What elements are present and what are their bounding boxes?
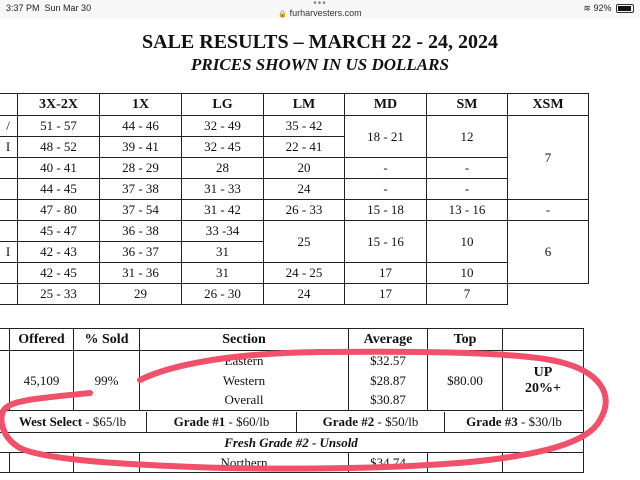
table-cell: 25 - 33: [18, 284, 100, 305]
table-cell: 7: [508, 116, 589, 200]
lock-icon: 🔒: [278, 11, 288, 18]
url-text: furharvesters.com: [289, 8, 362, 18]
table-row: [0, 453, 584, 473]
page-title: SALE RESULTS – MARCH 22 - 24, 2024: [142, 31, 498, 53]
average-value: $34.74: [349, 453, 428, 473]
table-cell: 24: [264, 284, 345, 305]
table-header-row: [0, 329, 584, 351]
table-cell: 7: [427, 284, 508, 305]
table-cell: 44 - 45: [18, 179, 100, 200]
table-row: [0, 412, 583, 432]
table-cell: [0, 351, 10, 411]
table-cell: 42 - 45: [18, 263, 100, 284]
header-cell: LG: [182, 94, 264, 116]
grades-price-table: [0, 93, 589, 305]
header-cell: % Sold: [74, 329, 140, 351]
table-cell: 31: [182, 263, 264, 284]
table-cell: 40 - 41: [18, 158, 100, 179]
table-cell: 24 - 25: [264, 263, 345, 284]
table-row: [0, 263, 589, 284]
change-badge: [503, 351, 584, 411]
row-label: [0, 263, 18, 284]
table-cell: 36 - 37: [100, 242, 182, 263]
section-name: Eastern: [140, 351, 349, 371]
table-row: [0, 284, 589, 305]
header-cell: Top: [428, 329, 503, 351]
change-line: 20%+: [525, 380, 561, 396]
table-row: [0, 221, 589, 242]
table-cell: 31: [182, 242, 264, 263]
table-cell: 39 - 41: [100, 137, 182, 158]
table-cell: [428, 453, 503, 473]
average-value: $32.57: [349, 351, 428, 371]
table-row: [0, 411, 584, 433]
header-cell: [503, 329, 584, 351]
row-label: I: [0, 242, 18, 263]
table-cell: 31 - 36: [100, 263, 182, 284]
section-name: Overall: [140, 391, 349, 411]
table-cell: 20: [264, 158, 345, 179]
header-cell: Section: [140, 329, 349, 351]
row-label: [0, 200, 18, 221]
wifi-icon: ≋: [583, 3, 591, 13]
row-label: [0, 221, 18, 242]
table-cell: 18 - 21: [345, 116, 427, 158]
header-cell: 3X-2X: [18, 94, 100, 116]
header-cell: [0, 329, 10, 351]
average-value: $28.87: [349, 371, 428, 391]
change-line: UP: [533, 364, 553, 380]
table-cell: 28 - 29: [100, 158, 182, 179]
table-cell: 25: [264, 221, 345, 263]
table-row: [0, 351, 584, 371]
grade-cell: Grade #1 - $60/lb: [147, 412, 297, 432]
header-cell: 1X: [100, 94, 182, 116]
table-row: [0, 179, 589, 200]
table-cell: 28: [182, 158, 264, 179]
table-cell: 22 - 41: [264, 137, 345, 158]
table-cell: 15 - 18: [345, 200, 427, 221]
offered-value: 45,109: [10, 351, 74, 411]
table-cell: 10: [427, 263, 508, 284]
table-row: [0, 116, 589, 137]
header-cell: LM: [264, 94, 345, 116]
header-cell: XSM: [508, 94, 589, 116]
battery-icon: [616, 4, 634, 13]
table-cell: 15 - 16: [345, 221, 427, 263]
table-cell: 12: [427, 116, 508, 158]
table-cell: 29: [100, 284, 182, 305]
table-cell: 48 - 52: [18, 137, 100, 158]
grade-cell: West Select - $65/lb: [0, 412, 147, 432]
table-cell: [10, 453, 74, 473]
grade-cell: Grade #3 - $30/lb: [466, 413, 562, 429]
table-cell: 45 - 47: [18, 221, 100, 242]
table-cell: 51 - 57: [18, 116, 100, 137]
table-cell: 37 - 54: [100, 200, 182, 221]
select-prices: [0, 412, 583, 432]
select-prices-row: [0, 411, 584, 433]
table-cell: 35 - 42: [264, 116, 345, 137]
table-row: [0, 200, 589, 221]
unsold-note: Fresh Grade #2 - Unsold: [0, 433, 584, 453]
table-cell: 37 - 38: [100, 179, 182, 200]
table-cell: [503, 453, 584, 473]
table-cell: 47 - 80: [18, 200, 100, 221]
table-cell: 33 -34: [182, 221, 264, 242]
header-cell: MD: [345, 94, 427, 116]
row-label: [0, 158, 18, 179]
table-cell: -: [427, 158, 508, 179]
table-cell: 26 - 30: [182, 284, 264, 305]
row-label: [0, 284, 18, 305]
table-cell: -: [427, 179, 508, 200]
sold-value: 99%: [74, 351, 140, 411]
header-cell: Average: [349, 329, 428, 351]
top-value: $80.00: [428, 351, 503, 411]
table-header-row: [0, 94, 589, 116]
table-cell: 17: [345, 284, 427, 305]
table-cell: 26 - 33: [264, 200, 345, 221]
header-cell: Offered: [10, 329, 74, 351]
table-cell: 31 - 33: [182, 179, 264, 200]
table-cell: -: [345, 158, 427, 179]
page-subtitle: PRICES SHOWN IN US DOLLARS: [191, 55, 449, 74]
table-cell: 13 - 16: [427, 200, 508, 221]
battery-fill: [618, 6, 631, 11]
table-cell: 6: [508, 221, 589, 284]
row-label: [0, 179, 18, 200]
table-cell: 31 - 42: [182, 200, 264, 221]
header-cell: [0, 94, 18, 116]
table-cell: -: [345, 179, 427, 200]
table-cell: -: [508, 200, 589, 221]
table-cell: [74, 453, 140, 473]
header-cell: SM: [427, 94, 508, 116]
table-cell: 17: [345, 263, 427, 284]
status-bar: [0, 0, 640, 18]
table-row: [0, 158, 589, 179]
section-name: Northern: [140, 453, 349, 473]
section-name: Western: [140, 371, 349, 391]
row-label: I: [0, 137, 18, 158]
more-dots-icon[interactable]: •••: [313, 0, 327, 9]
table-cell: 24: [264, 179, 345, 200]
average-value: $30.87: [349, 391, 428, 411]
status-time: 3:37 PM Sun Mar 30: [6, 3, 92, 13]
status-right: [583, 3, 634, 14]
table-cell: 32 - 45: [182, 137, 264, 158]
battery-percent: 92%: [593, 3, 612, 13]
row-label: /: [0, 116, 18, 137]
table-cell: 10: [427, 221, 508, 263]
table-cell: 44 - 46: [100, 116, 182, 137]
grade-cell: Grade #2 - $50/lb: [297, 412, 445, 432]
table-row: [0, 433, 584, 453]
sales-summary-table: [0, 328, 584, 473]
address-bar[interactable]: [0, 8, 640, 18]
table-cell: 42 - 43: [18, 242, 100, 263]
table-cell: 32 - 49: [182, 116, 264, 137]
table-cell: 36 - 38: [100, 221, 182, 242]
table-cell: [0, 453, 10, 473]
